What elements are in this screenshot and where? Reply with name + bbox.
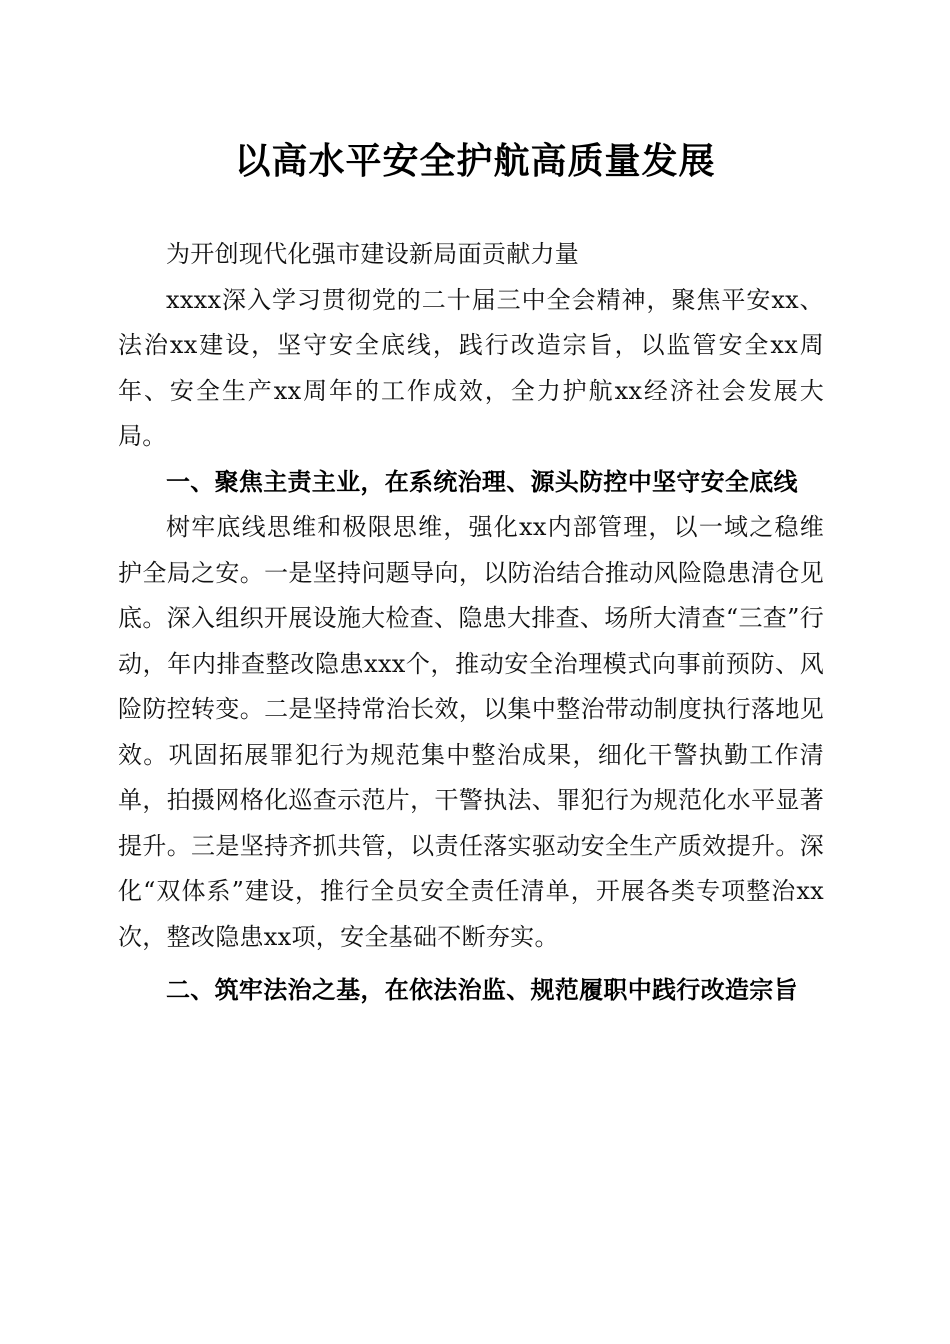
intro-paragraph: xxxx深入学习贯彻党的二十届三中全会精神，聚焦平安xx、法治xx建设，坚守安全底线，践行改造宗旨，以监管安全xx周年、安全生产xx周年的工作成效，全力护航xx经济社会发展大局。 bbox=[118, 285, 824, 450]
section-2-heading: 二、筑牢法治之基，在依法治监、规范履职中践行改造宗旨 bbox=[166, 976, 798, 1004]
section-1-heading: 一、聚焦主责主业，在系统治理、源头防控中坚守安全底线 bbox=[166, 467, 798, 496]
document-body bbox=[118, 232, 824, 1014]
document-title: 以高水平安全护航高质量发展 bbox=[234, 140, 716, 182]
subtitle-paragraph: 为开创现代化强市建设新局面贡献力量 bbox=[166, 240, 580, 268]
section-1-body: 树牢底线思维和极限思维，强化xx内部管理，以一域之稳维护全局之安。一是坚持问题导向，以防治结合推动风险隐患清仓见底。深入组织开展设施大检查、隐患大排查、场所大清查“三查”行动，年内排查整改隐患xxx个，推动安全治理模式向事前预防、风险防控转变。二是坚持常治长效，以集中整治带动制度执行落地见效。巩固拓展罪犯行为规范集中整治成果，细化干警执勤工作清单，拍摄网格化巡查示范片，干警执法、罪犯行为规范化水平显著提升。三是坚持齐抓共管，以责任落实驱动安全生产质效提升。深化“双体系”建设，推行全员安全责任清单，开展各类专项整治xx次，整改隐患xx项，安全基础不断夯实。 bbox=[118, 513, 824, 951]
